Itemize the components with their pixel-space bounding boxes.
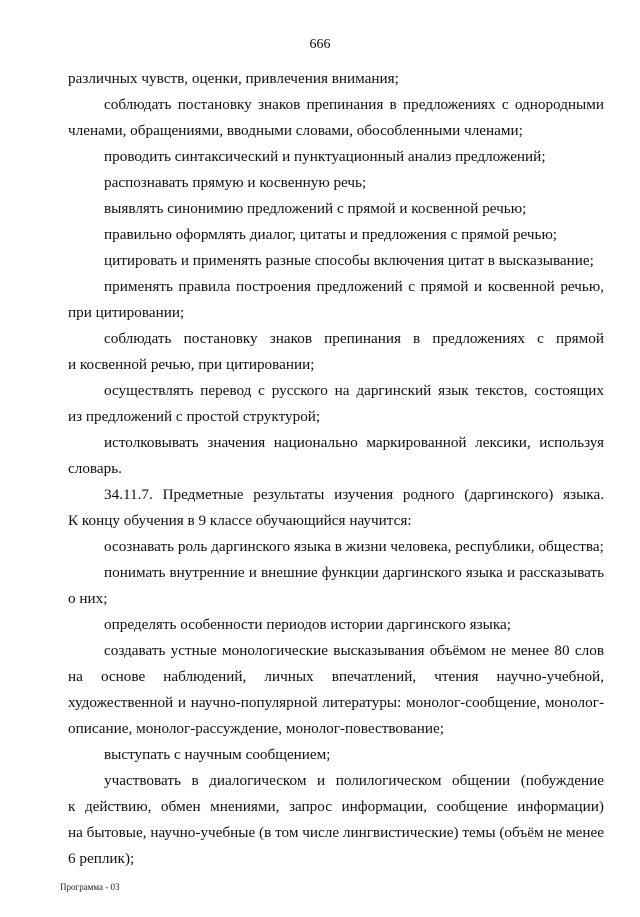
text-line: словарь. <box>68 460 122 477</box>
text-line: соблюдать постановку знаков препинания в предложениях с однородными <box>104 96 604 113</box>
text-line: 6 реплик); <box>68 850 135 867</box>
text-line: определять особенности периодов истории даргинского языка; <box>104 616 511 633</box>
text-line: описание, монолог-рассуждение, монолог-повествование; <box>68 720 444 737</box>
text-line: распознавать прямую и косвенную речь; <box>104 174 367 191</box>
text-line: соблюдать постановку знаков препинания в предложениях с прямой <box>104 330 604 347</box>
text-line: членами, обращениями, вводными словами, обособленными членами; <box>68 122 523 139</box>
text-line: понимать внутренние и внешние функции даргинского языка и рассказывать <box>104 564 604 581</box>
page-number: 666 <box>309 37 331 52</box>
text-line: проводить синтаксический и пунктуационный анализ предложений; <box>104 148 546 165</box>
text-line: из предложений с простой структурой; <box>68 408 321 425</box>
footer-label: Программа - 03 <box>60 882 120 892</box>
text-line: на бытовые, научно-учебные (в том числе лингвистические) темы (объём не менее <box>68 824 604 841</box>
text-line: цитировать и применять разные способы включения цитат в высказывание; <box>104 252 594 269</box>
text-line: К концу обучения в 9 классе обучающийся научится: <box>68 512 412 529</box>
text-line: истолковывать значения национально маркированной лексики, используя <box>104 434 604 451</box>
text-line: участвовать в диалогическом и полилогическом общении (побуждение <box>104 772 604 789</box>
text-line: выступать с научным сообщением; <box>104 746 331 763</box>
text-line: осуществлять перевод с русского на даргинский язык текстов, состоящих <box>104 382 604 399</box>
text-line: применять правила построения предложений с прямой и косвенной речью, <box>104 278 604 295</box>
text-line: при цитировании; <box>68 304 185 321</box>
text-line: к действию, обмен мнениями, запрос информации, сообщение информации) <box>68 798 604 815</box>
text-line: осознавать роль даргинского языка в жизни человека, республики, общества; <box>104 538 604 555</box>
text-line: различных чувств, оценки, привлечения внимания; <box>68 70 399 87</box>
text-line: о них; <box>68 590 108 607</box>
text-line: и косвенной речью, при цитировании; <box>68 356 315 373</box>
text-line: создавать устные монологические высказывания объёмом не менее 80 слов <box>104 642 604 659</box>
section-heading: 34.11.7. Предметные результаты изучения родного (даргинского) языка. <box>104 486 604 503</box>
text-line: художественной и научно-популярной литературы: монолог-сообщение, монолог- <box>68 694 604 711</box>
text-line: выявлять синонимию предложений с прямой и косвенной речью; <box>104 200 527 217</box>
text-line: правильно оформлять диалог, цитаты и предложения с прямой речью; <box>104 226 558 243</box>
text-line: на основе наблюдений, личных впечатлений, чтения научно-учебной, <box>68 668 604 685</box>
